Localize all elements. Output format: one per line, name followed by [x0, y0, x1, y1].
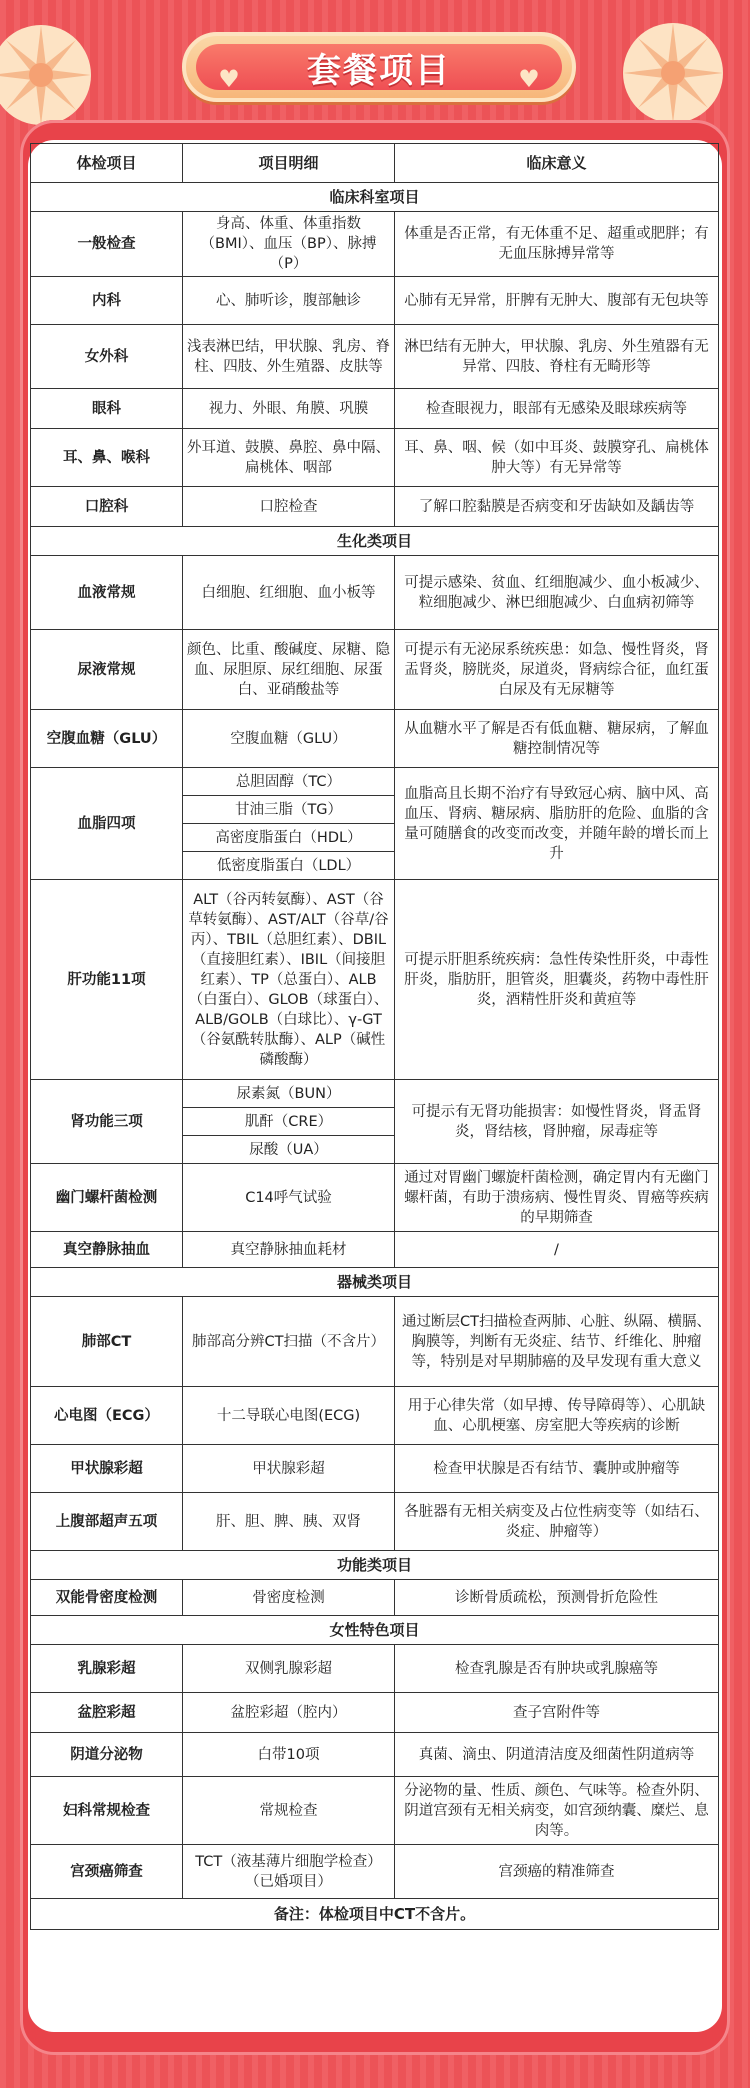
item-meaning: 了解口腔黏膜是否病变和牙齿缺如及龋齿等 [395, 487, 719, 527]
item-name: 肾功能三项 [31, 1080, 183, 1164]
item-meaning: 用于心律失常（如早搏、传导障碍等）、心肌缺血、心肌梗塞、房室肥大等疾病的诊断 [395, 1387, 719, 1445]
item-meaning: 查子宫附件等 [395, 1693, 719, 1733]
table-row [31, 429, 719, 487]
table-row [31, 630, 719, 710]
item-name: 耳、鼻、喉科 [31, 429, 183, 487]
section-row [31, 1551, 719, 1580]
item-details: 低密度脂蛋白（LDL） [183, 852, 395, 880]
item-meaning: 诊断骨质疏松，预测骨折危险性 [395, 1580, 719, 1616]
item-meaning: 体重是否正常，有无体重不足、超重或肥胖；有无血压脉搏异常等 [395, 212, 719, 277]
package-table [30, 143, 719, 1930]
item-details: 肌酐（CRE） [183, 1108, 395, 1136]
item-meaning: 可提示有无肾功能损害：如慢性肾炎，肾盂肾炎，肾结核，肾肿瘤，尿毒症等 [395, 1080, 719, 1164]
page-title: 套餐项目 [307, 50, 451, 91]
item-name: 血脂四项 [31, 768, 183, 880]
heart-left-icon: ♥ [218, 65, 240, 93]
item-details: 常规检查 [183, 1777, 395, 1845]
item-details: 白带10项 [183, 1733, 395, 1777]
table-row [31, 325, 719, 389]
item-details: 身高、体重、体重指数（BMI）、血压（BP）、脉搏（P） [183, 212, 395, 277]
item-meaning: 可提示肝胆系统疾病：急性传染性肝炎，中毒性肝炎，脂肪肝，胆管炎，胆囊炎，药物中毒性肝炎，酒精性肝炎和黄疸等 [395, 880, 719, 1080]
table-row [31, 487, 719, 527]
table-row [31, 710, 719, 768]
item-name: 妇科常规检查 [31, 1777, 183, 1845]
table-row [31, 389, 719, 429]
item-meaning: 心肺有无异常，肝脾有无肿大、腹部有无包块等 [395, 277, 719, 325]
item-details: 双侧乳腺彩超 [183, 1645, 395, 1693]
item-meaning: 通过断层CT扫描检查两肺、心脏、纵隔、横膈、胸膜等，判断有无炎症、结节、纤维化、肿瘤等，特别是对早期肺癌的及早发现有重大意义 [395, 1297, 719, 1387]
item-name: 真空静脉抽血 [31, 1232, 183, 1268]
item-name: 阴道分泌物 [31, 1733, 183, 1777]
heart-right-icon: ♥ [518, 65, 540, 93]
item-details: 心、肺听诊，腹部触诊 [183, 277, 395, 325]
item-details: 白细胞、红细胞、血小板等 [183, 556, 395, 630]
item-details: 十二导联心电图(ECG) [183, 1387, 395, 1445]
item-meaning: 可提示有无泌尿系统疾患：如急、慢性肾炎，肾盂肾炎，膀胱炎，尿道炎，肾病综合征，血红蛋白尿及有无尿糖等 [395, 630, 719, 710]
item-meaning: 宫颈癌的精准筛查 [395, 1845, 719, 1899]
table-row [31, 1493, 719, 1551]
table-row [31, 212, 719, 277]
table-row [31, 1777, 719, 1845]
item-details: TCT（液基薄片细胞学检查）（已婚项目） [183, 1845, 395, 1899]
item-name: 肝功能11项 [31, 880, 183, 1080]
table-row [31, 1387, 719, 1445]
table-row [31, 1845, 719, 1899]
item-details: 颜色、比重、酸碱度、尿糖、隐血、尿胆原、尿红细胞、尿蛋白、亚硝酸盐等 [183, 630, 395, 710]
table-row [31, 1297, 719, 1387]
item-details: 尿酸（UA） [183, 1136, 395, 1164]
table-row [31, 880, 719, 1080]
section-row [31, 1616, 719, 1645]
item-name: 口腔科 [31, 487, 183, 527]
item-meaning: 检查眼视力，眼部有无感染及眼球疾病等 [395, 389, 719, 429]
section-title: 女性特色项目 [31, 1616, 719, 1645]
item-name: 血液常规 [31, 556, 183, 630]
section-title: 生化类项目 [31, 527, 719, 556]
item-name: 宫颈癌筛查 [31, 1845, 183, 1899]
item-name: 尿液常规 [31, 630, 183, 710]
item-details: 甲状腺彩超 [183, 1445, 395, 1493]
section-row [31, 527, 719, 556]
table-row [31, 556, 719, 630]
item-meaning: 真菌、滴虫、阴道清洁度及细菌性阴道病等 [395, 1733, 719, 1777]
item-details: 真空静脉抽血耗材 [183, 1232, 395, 1268]
item-details: 高密度脂蛋白（HDL） [183, 824, 395, 852]
item-name: 盆腔彩超 [31, 1693, 183, 1733]
item-meaning: 血脂高且长期不治疗有导致冠心病、脑中风、高血压、肾病、糖尿病、脂肪肝的危险、血脂的含量可随膳食的改变而改变，并随年龄的增长而上升 [395, 768, 719, 880]
table-row [31, 1580, 719, 1616]
table-row [31, 1645, 719, 1693]
item-name: 心电图（ECG） [31, 1387, 183, 1445]
item-meaning: 检查甲状腺是否有结节、囊肿或肿瘤等 [395, 1445, 719, 1493]
table-row [31, 1232, 719, 1268]
table-row [31, 1693, 719, 1733]
table-row [31, 768, 719, 796]
item-details: 视力、外眼、角膜、巩膜 [183, 389, 395, 429]
item-details: 甘油三脂（TG） [183, 796, 395, 824]
note-text: 备注：体检项目中CT不含片。 [31, 1899, 719, 1930]
table-row [31, 277, 719, 325]
item-name: 上腹部超声五项 [31, 1493, 183, 1551]
item-meaning: 各脏器有无相关病变及占位性病变等（如结石、炎症、肿瘤等） [395, 1493, 719, 1551]
item-meaning: 从血糖水平了解是否有低血糖、糖尿病，了解血糖控制情况等 [395, 710, 719, 768]
item-details: ALT（谷丙转氨酶）、AST（谷草转氨酶）、AST/ALT（谷草/谷丙）、TBIL（总胆红素）、DBIL（直接胆红素）、IBIL（间接胆红素）、TP（总蛋白）、ALB（白蛋白）、GLOB（球蛋白）、ALB/GOLB（白球比）、γ-GT（谷氨酰转肽酶）、ALP（碱性磷酸酶） [183, 880, 395, 1080]
item-details: 总胆固醇（TC） [183, 768, 395, 796]
table-row [31, 1164, 719, 1232]
item-meaning: / [395, 1232, 719, 1268]
item-meaning: 检查乳腺是否有肿块或乳腺癌等 [395, 1645, 719, 1693]
item-meaning: 通过对胃幽门螺旋杆菌检测，确定胃内有无幽门螺杆菌，有助于溃疡病、慢性胃炎、胃癌等疾病的早期筛查 [395, 1164, 719, 1232]
header-meaning: 临床意义 [395, 144, 719, 183]
item-name: 一般检查 [31, 212, 183, 277]
item-details: 空腹血糖（GLU） [183, 710, 395, 768]
table-header-row [31, 144, 719, 183]
item-name: 空腹血糖（GLU） [31, 710, 183, 768]
item-details: 浅表淋巴结，甲状腺、乳房、脊柱、四肢、外生殖器、皮肤等 [183, 325, 395, 389]
title-banner [182, 32, 576, 102]
paper-flower-left-icon [0, 20, 96, 130]
table-row [31, 1080, 719, 1108]
item-name: 内科 [31, 277, 183, 325]
item-details: 骨密度检测 [183, 1580, 395, 1616]
item-details: C14呼气试验 [183, 1164, 395, 1232]
item-meaning: 分泌物的量、性质、颜色、气味等。检查外阴、阴道宫颈有无相关病变，如宫颈纳囊、糜烂、息肉等。 [395, 1777, 719, 1845]
item-name: 幽门螺杆菌检测 [31, 1164, 183, 1232]
item-details: 肺部高分辨CT扫描（不含片） [183, 1297, 395, 1387]
item-name: 眼科 [31, 389, 183, 429]
item-meaning: 耳、鼻、咽、候（如中耳炎、鼓膜穿孔、扁桃体肿大等）有无异常等 [395, 429, 719, 487]
table-row [31, 1733, 719, 1777]
paper-flower-right-icon [618, 18, 728, 128]
item-name: 双能骨密度检测 [31, 1580, 183, 1616]
table-row [31, 1445, 719, 1493]
item-name: 女外科 [31, 325, 183, 389]
header-details: 项目明细 [183, 144, 395, 183]
item-details: 肝、胆、脾、胰、双肾 [183, 1493, 395, 1551]
note-row [31, 1899, 719, 1930]
item-details: 尿素氮（BUN） [183, 1080, 395, 1108]
section-title: 器械类项目 [31, 1268, 719, 1297]
item-meaning: 淋巴结有无肿大，甲状腺、乳房、外生殖器有无异常、四肢、脊柱有无畸形等 [395, 325, 719, 389]
section-title: 功能类项目 [31, 1551, 719, 1580]
section-row [31, 183, 719, 212]
header-item: 体检项目 [31, 144, 183, 183]
section-title: 临床科室项目 [31, 183, 719, 212]
title-banner-inner [196, 44, 562, 93]
item-details: 盆腔彩超（腔内） [183, 1693, 395, 1733]
item-name: 肺部CT [31, 1297, 183, 1387]
section-row [31, 1268, 719, 1297]
item-name: 甲状腺彩超 [31, 1445, 183, 1493]
table-body [31, 183, 719, 1930]
item-meaning: 可提示感染、贫血、红细胞减少、血小板减少、粒细胞减少、淋巴细胞减少、白血病初筛等 [395, 556, 719, 630]
item-name: 乳腺彩超 [31, 1645, 183, 1693]
item-details: 口腔检查 [183, 487, 395, 527]
item-details: 外耳道、鼓膜、鼻腔、鼻中隔、扁桃体、咽部 [183, 429, 395, 487]
